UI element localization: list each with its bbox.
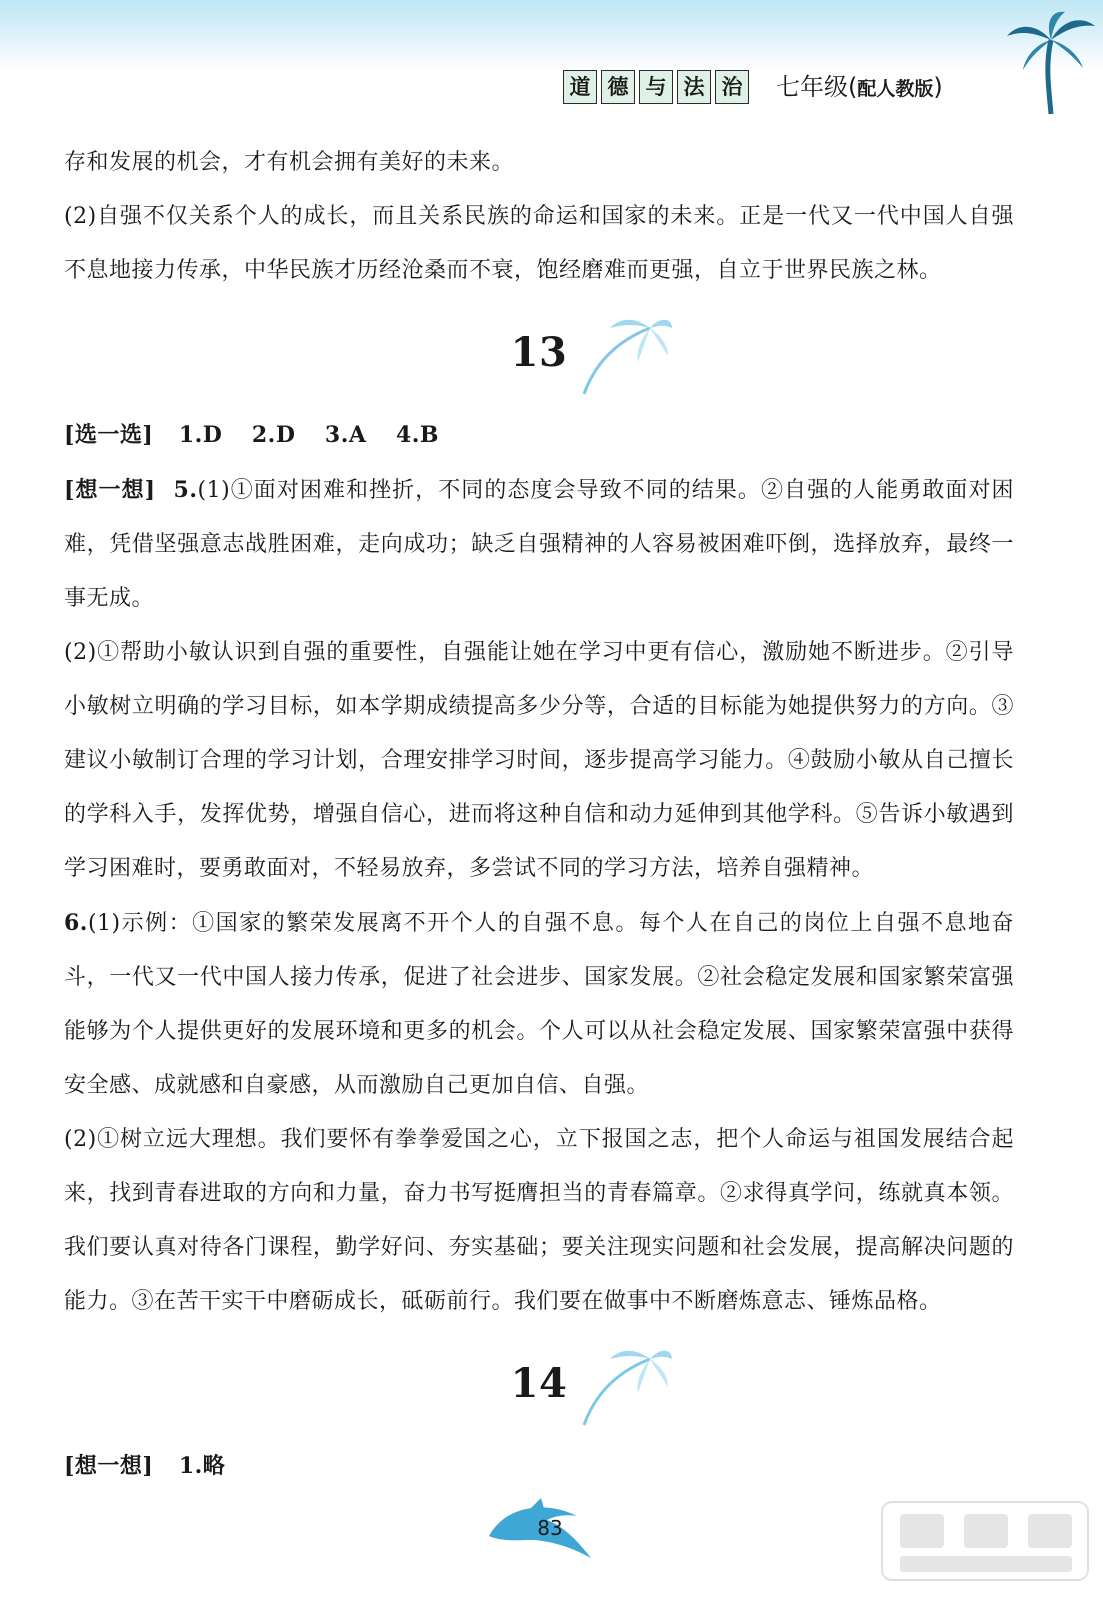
palm-tree-icon [1005,10,1097,115]
page-number: 83 [537,1516,563,1540]
section-number: 13 [510,329,568,376]
section-number: 14 [510,1360,568,1407]
section-heading-13 [64,298,1014,408]
subject-title [563,70,749,104]
grade-text: 七年级 [776,73,848,101]
q6-part1 [64,896,1014,1113]
answer-text: 1.略 [178,1453,226,1479]
palm-leaf-icon [564,306,674,402]
subject-char: 德 [601,70,635,104]
choose-tag: [选一选] [64,422,154,448]
subject-char: 与 [639,70,673,104]
question-number: 6. [64,910,88,936]
page-footer [0,1480,1103,1590]
grade-label: 七年级(配人教版) [776,73,943,101]
q5-part2: (2)①帮助小敏认识到自强的重要性，自强能让她在学习中更有信心，激励她不断进步。②引导小敏树立明确的学习目标，如本学期成绩提高多少分等，合适的目标能为她提供努力的方向。③建议小敏制订合理的学习计划，合理安排学习时间，逐步提高学习能力。④鼓励小敏从自己擅长的学科入手，发挥优势，增强自信心，进而将这种自信和动力延伸到其他学科。⑤告诉小敏遇到学习困难时，要勇敢面对，不轻易放弃，多尝试不同的学习方法，培养自强精神。 [64,640,1014,881]
choice-answer: 2.D [251,422,296,448]
choice-answer: 3.A [324,422,367,448]
palm-leaf-icon [564,1337,674,1433]
answer-content [64,136,1014,1494]
answer-text: (1)①面对困难和挫折，不同的态度会导致不同的结果。②自强的人能勇敢面对困难，凭借坚强意志战胜困难，走向成功；缺乏自强精神的人容易被困难吓倒，选择放弃，最终一事无成。 [64,478,1014,611]
watermark-logo [880,1500,1090,1582]
paragraph: 存和发展的机会，才有机会拥有美好的未来。 [64,150,515,175]
subject-char: 道 [563,70,597,104]
subject-char: 治 [715,70,749,104]
edition-text: 配人教版 [857,78,934,100]
q5-part1 [64,463,1014,626]
choice-answer: 1.D [178,422,223,448]
think-tag: [想一想] [64,477,156,503]
header-background [0,0,1103,70]
choice-answer: 4.B [395,422,440,448]
section-heading-14 [64,1329,1014,1439]
paragraph: (2)自强不仅关系个人的成长，而且关系民族的命运和国家的未来。正是一代又一代中国人自强不息地接力传承，中华民族才历经沧桑而不衰，饱经磨难而更强，自立于世界民族之林。 [64,204,1014,283]
answer-text: (1)示例：①国家的繁荣发展离不开个人的自强不息。每个人在自己的岗位上自强不息地奋斗，一代又一代中国人接力传承，促进了社会进步、国家发展。②社会稳定发展和国家繁荣富强能够为个人提供更好的发展环境和更多的机会。个人可以从社会稳定发展、国家繁荣富强中获得安全感、成就感和自豪感，从而激励自己更加自信、自强。 [64,911,1014,1098]
q6-part2: (2)①树立远大理想。我们要怀有拳拳爱国之心，立下报国之志，把个人命运与祖国发展结合起来，找到青春进取的方向和力量，奋力书写挺膺担当的青春篇章。②求得真学问，练就真本领。我们要认真对待各门课程，勤学好问、夯实基础；要关注现实问题和社会发展，提高解决问题的能力。③在苦干实干中磨砺成长，砥砺前行。我们要在做事中不断磨炼意志、锤炼品格。 [64,1127,1014,1314]
subject-char: 法 [677,70,711,104]
think-tag: [想一想] [64,1453,154,1479]
choose-answers [64,408,1014,463]
question-number: 5. [173,477,198,503]
